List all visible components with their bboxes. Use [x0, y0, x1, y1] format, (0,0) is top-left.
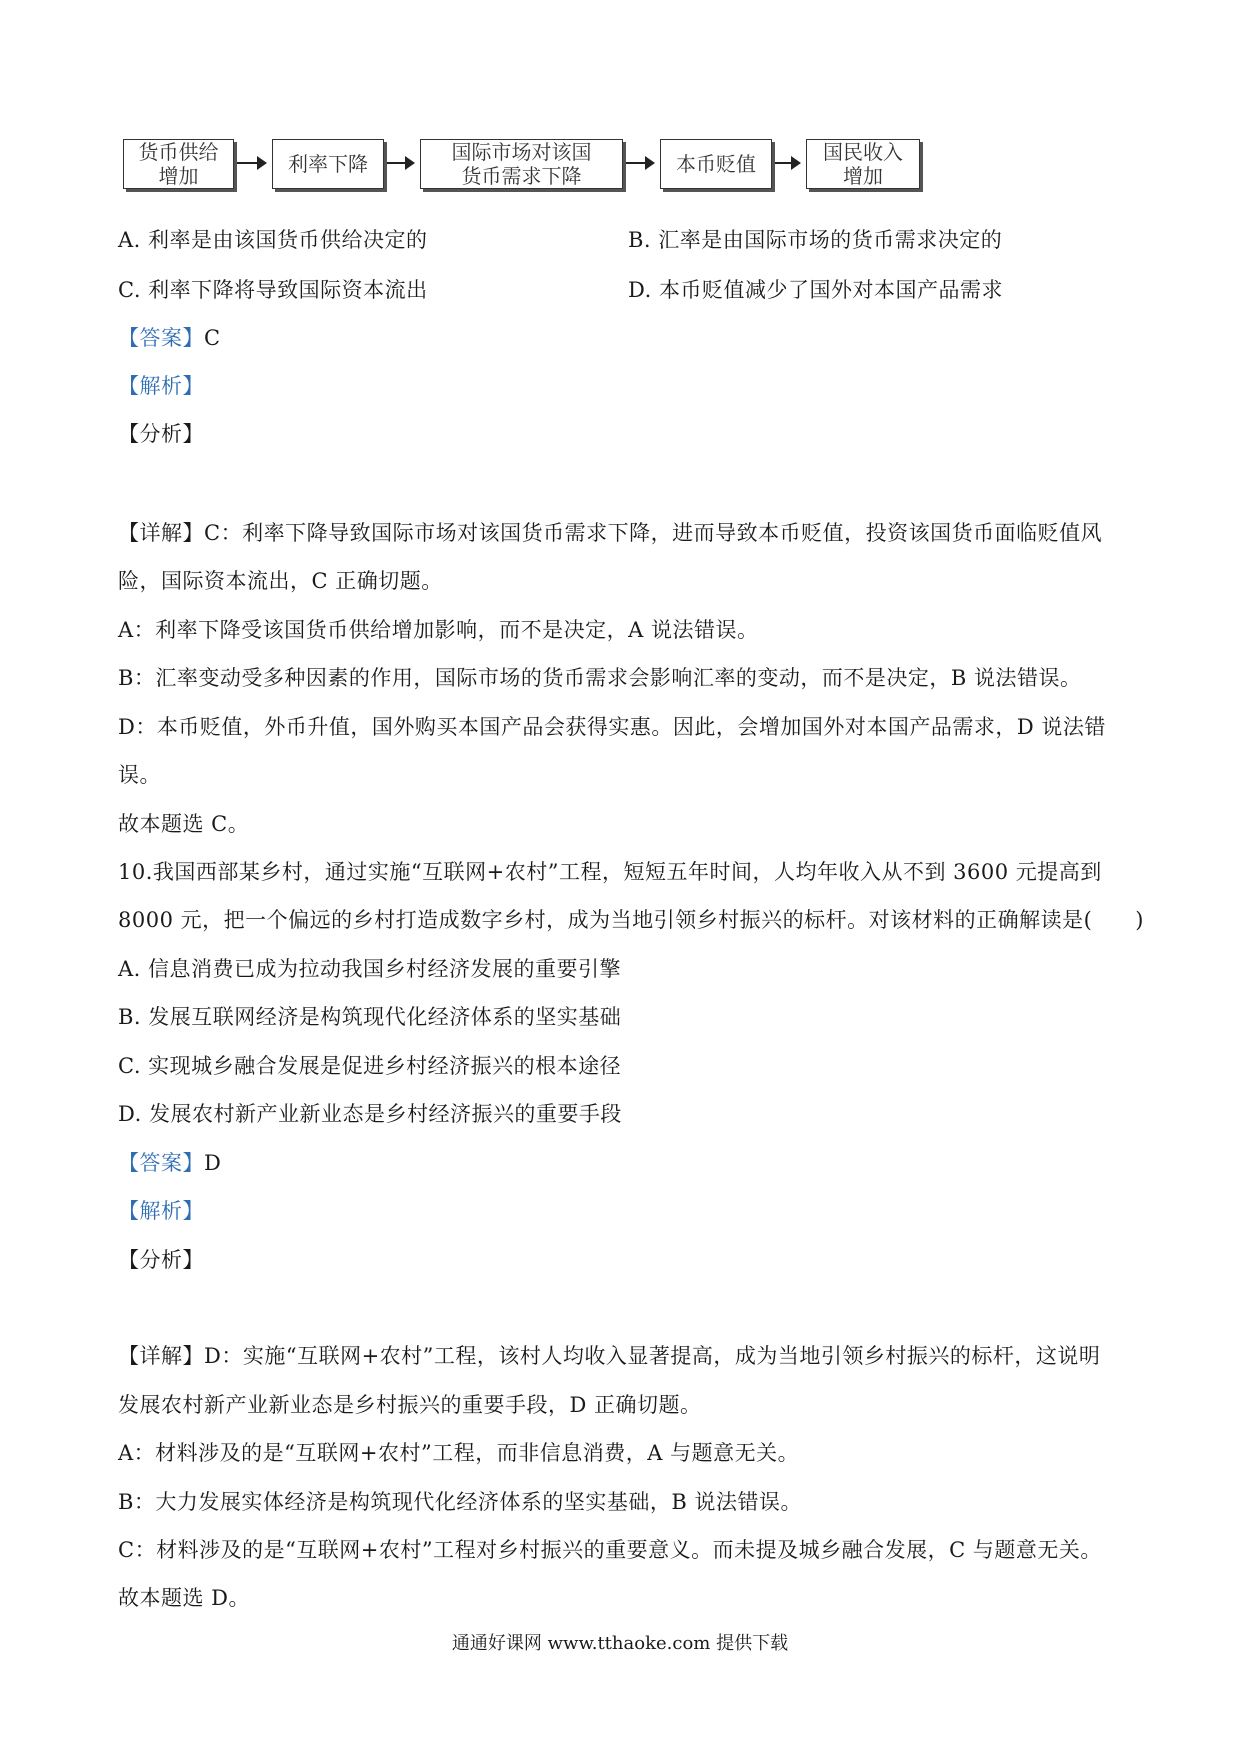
q9-option-b: B. 汇率是由国际市场的货币需求决定的: [628, 228, 1003, 252]
flow-arrow: [626, 162, 653, 164]
flow-box-label: 国民收入 增加: [823, 140, 903, 188]
q9-option-a: A. 利率是由该国货币供给决定的: [118, 228, 428, 252]
flow-box-national-income: [806, 139, 920, 189]
flowchart: [123, 135, 950, 195]
q10-conclusion: 故本题选 D。: [118, 1586, 251, 1610]
q9-option-d: D. 本币贬值减少了国外对本国产品需求: [628, 278, 1003, 302]
answer-value: C: [204, 326, 221, 350]
q9-detail-line: B：汇率变动受多种因素的作用，国际市场的货币需求会影响汇率的变动，而不是决定，B 说法错误。: [118, 666, 1082, 690]
flow-arrow: [387, 162, 413, 164]
q10-stem-line: 8000 元，把一个偏远的乡村打造成数字乡村，成为当地引领乡村振兴的标杆。对该材料的正确解读是( ): [118, 908, 1145, 932]
flow-box-depreciation: [660, 139, 772, 189]
q10-detail-line: 【详解】D：实施“互联网+农村”工程，该村人均收入显著提高，成为当地引领乡村振兴的标杆，这说明: [118, 1344, 1101, 1368]
answer-label: 【答案】: [118, 326, 204, 350]
q10-detail-line: B：大力发展实体经济是构筑现代化经济体系的坚实基础，B 说法错误。: [118, 1490, 803, 1514]
flow-arrow: [775, 162, 799, 164]
q9-answer: [118, 324, 221, 352]
q9-fenxi-label: 【分析】: [118, 422, 204, 446]
q10-option-b: B. 发展互联网经济是构筑现代化经济体系的坚实基础: [118, 1005, 622, 1029]
q10-option-a: A. 信息消费已成为拉动我国乡村经济发展的重要引擎: [118, 957, 622, 981]
flow-box-interest-rate: [272, 139, 384, 189]
q9-option-c: C. 利率下降将导致国际资本流出: [118, 278, 428, 302]
flow-box-money-supply: [123, 139, 234, 189]
q9-detail-line: D：本币贬值，外币升值，国外购买本国产品会获得实惠。因此，会增加国外对本国产品需求，D 说法错: [118, 715, 1106, 739]
q9-analysis-label: 【解析】: [118, 374, 204, 398]
flow-box-label: 本币贬值: [676, 152, 756, 176]
q9-detail-line: A：利率下降受该国货币供给增加影响，而不是决定，A 说法错误。: [118, 618, 759, 642]
q10-option-d: D. 发展农村新产业新业态是乡村经济振兴的重要手段: [118, 1102, 622, 1126]
q10-detail-line: A：材料涉及的是“互联网+农村”工程，而非信息消费，A 与题意无关。: [118, 1441, 800, 1465]
flow-box-label: 国际市场对该国 货币需求下降: [451, 140, 592, 188]
q9-conclusion: 故本题选 C。: [118, 812, 250, 836]
q10-analysis-label: 【解析】: [118, 1199, 204, 1223]
q10-answer: [118, 1149, 221, 1177]
flow-arrow: [237, 162, 265, 164]
answer-label: 【答案】: [118, 1151, 204, 1175]
q10-fenxi-label: 【分析】: [118, 1248, 204, 1272]
q10-detail-line: 发展农村新产业新业态是乡村振兴的重要手段，D 正确切题。: [118, 1393, 702, 1417]
q9-detail-line: 险，国际资本流出，C 正确切题。: [118, 569, 443, 593]
answer-value: D: [204, 1151, 222, 1175]
q9-detail-line: 误。: [118, 763, 161, 787]
q10-detail-line: C：材料涉及的是“互联网+农村”工程对乡村振兴的重要意义。而未提及城乡融合发展，C 与题意无关。: [118, 1538, 1102, 1562]
q10-stem-line: 10.我国西部某乡村，通过实施“互联网+农村”工程，短短五年时间，人均年收入从不到 3600 元提高到: [118, 860, 1102, 884]
flow-box-intl-demand: [420, 139, 623, 189]
page-footer: 通通好课网 www.tthaoke.com 提供下载: [451, 1633, 789, 1654]
flow-box-label: 货币供给 增加: [138, 140, 219, 188]
q9-detail-line: 【详解】C：利率下降导致国际市场对该国货币需求下降，进而导致本币贬值，投资该国货币面临贬值风: [118, 521, 1103, 545]
q10-option-c: C. 实现城乡融合发展是促进乡村经济振兴的根本途径: [118, 1054, 622, 1078]
flow-box-label: 利率下降: [288, 152, 368, 176]
